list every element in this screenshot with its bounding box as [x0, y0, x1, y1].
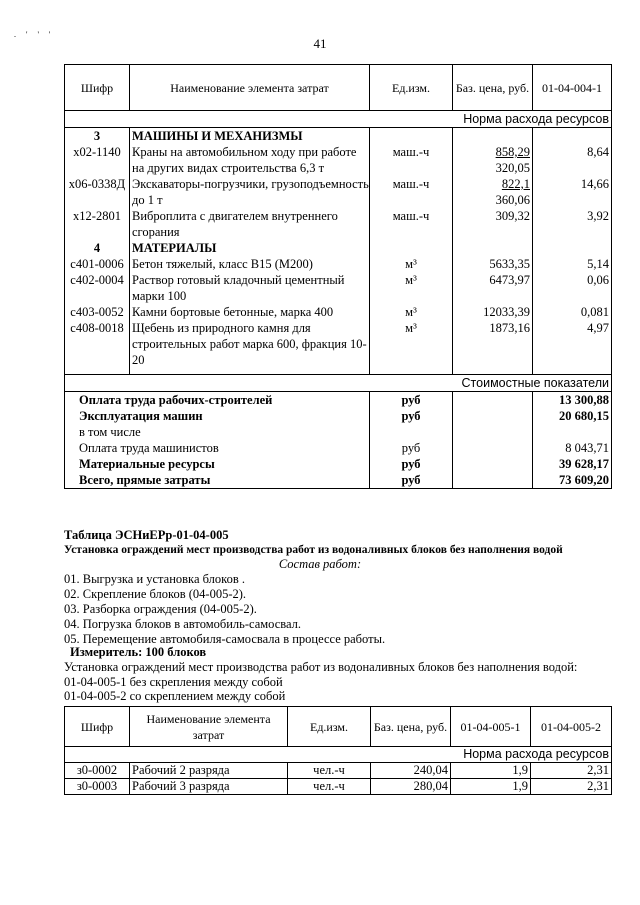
total-name: в том числе — [65, 424, 370, 440]
resource-code: х02-1140 — [65, 144, 130, 176]
resource-unit: маш.-ч — [370, 208, 453, 240]
resource-unit: м³ — [370, 256, 453, 272]
total-unit: руб — [370, 456, 453, 472]
table-row — [65, 176, 612, 208]
empty-cell — [533, 128, 612, 145]
table-header-row — [65, 65, 612, 111]
price-primary: 6473,97 — [489, 273, 530, 287]
resource-table-004 — [64, 64, 612, 489]
total-unit: руб — [370, 472, 453, 489]
work-step: 04. Погрузка блоков в автомобиль-самосвал. — [64, 617, 302, 631]
header-unit: Ед.изм. — [370, 65, 453, 111]
header-price: Баз. цена, руб. — [371, 707, 451, 747]
empty-cell — [453, 456, 533, 472]
resource-norm: 0,081 — [533, 304, 612, 320]
section-header-row — [65, 128, 612, 145]
empty-cell — [453, 472, 533, 489]
resource-price — [453, 176, 533, 208]
resource-code: х12-2801 — [65, 208, 130, 240]
resource-unit: маш.-ч — [370, 144, 453, 176]
table-row — [65, 763, 612, 779]
total-name: Оплата труда рабочих-строителей — [65, 391, 370, 408]
work-step: 05. Перемещение автомобиля-самосвала в процессе работы. — [64, 632, 386, 646]
header-norm-code: 01-04-004-1 — [533, 65, 612, 111]
table-subtitle: Установка ограждений мест производства работ из водоналивных блоков без наполнения водой — [64, 544, 563, 556]
resource-code: х06-0338Д — [65, 176, 130, 208]
section-number: 4 — [65, 240, 130, 256]
resource-name: Бетон тяжелый, класс В15 (М200) — [130, 256, 370, 272]
table-row — [65, 320, 612, 368]
total-name: Оплата труда машинистов — [65, 440, 370, 456]
measure-unit: Измеритель: 100 блоков — [70, 645, 207, 659]
resource-price — [453, 320, 533, 368]
scan-marks: . ' ' ' — [14, 30, 55, 39]
resource-norm-2: 2,31 — [531, 779, 612, 795]
price-primary: 858,29 — [495, 145, 530, 159]
table-row — [65, 256, 612, 272]
empty-cell — [453, 408, 533, 424]
price-secondary: 360,06 — [495, 193, 530, 207]
table-row — [65, 208, 612, 240]
total-value: 39 628,17 — [533, 456, 612, 472]
price-primary: 822,1 — [501, 177, 530, 191]
work-step: 01. Выгрузка и установка блоков . — [64, 572, 245, 586]
total-value: 13 300,88 — [533, 391, 612, 408]
resource-norm-1: 1,9 — [451, 763, 531, 779]
empty-cell — [453, 424, 533, 440]
work-step: 03. Разборка ограждения (04-005-2). — [64, 602, 257, 616]
resource-price — [453, 272, 533, 304]
variant-2: 01-04-005-2 со скреплением между собой — [64, 689, 286, 703]
empty-cell — [533, 240, 612, 256]
resource-norm: 4,97 — [533, 320, 612, 368]
resource-name: Краны на автомобильном ходу при работе на других видах строительства 6,3 т — [130, 144, 370, 176]
variant-1: 01-04-005-1 без скрепления между собой — [64, 675, 283, 689]
resource-norm: 0,06 — [533, 272, 612, 304]
header-norm-code-1: 01-04-005-1 — [451, 707, 531, 747]
resource-code: с403-0052 — [65, 304, 130, 320]
resource-name: Экскаваторы-погрузчики, грузоподъемность до 1 т — [130, 176, 370, 208]
header-unit: Ед.изм. — [288, 707, 371, 747]
total-unit: руб — [370, 440, 453, 456]
header-norm-code-2: 01-04-005-2 — [531, 707, 612, 747]
resource-code: с408-0018 — [65, 320, 130, 368]
resource-name: Виброплита с двигателем внутреннего сгорания — [130, 208, 370, 240]
price-primary: 309,32 — [495, 209, 530, 223]
cost-label: Стоимостные показатели — [65, 374, 612, 391]
resource-code: с401-0006 — [65, 256, 130, 272]
total-row — [65, 408, 612, 424]
empty-cell — [370, 240, 453, 256]
resource-name: Щебень из природного камня для строительных работ марка 600, фракция 10-20 — [130, 320, 370, 368]
header-price: Баз. цена, руб. — [453, 65, 533, 111]
total-unit — [370, 424, 453, 440]
total-row — [65, 472, 612, 489]
resource-norm-2: 2,31 — [531, 763, 612, 779]
resource-code: з0-0002 — [65, 763, 130, 779]
header-code: Шифр — [65, 707, 130, 747]
total-value: 8 043,71 — [533, 440, 612, 456]
total-row — [65, 424, 612, 440]
norm-label: Норма расхода ресурсов — [65, 747, 612, 763]
page-number: 41 — [313, 36, 327, 51]
resource-name: Рабочий 3 разряда — [130, 779, 288, 795]
total-unit: руб — [370, 391, 453, 408]
resource-price — [453, 256, 533, 272]
section-title: МАТЕРИАЛЫ — [130, 240, 370, 256]
resource-price — [453, 144, 533, 176]
composition-title: Состав работ: — [278, 557, 362, 571]
resource-price: 280,04 — [371, 779, 451, 795]
resource-unit: чел.-ч — [288, 763, 371, 779]
resource-name: Камни бортовые бетонные, марка 400 — [130, 304, 370, 320]
resource-norm: 5,14 — [533, 256, 612, 272]
empty-cell — [453, 391, 533, 408]
total-name: Всего, прямые затраты — [65, 472, 370, 489]
price-primary: 5633,35 — [489, 257, 530, 271]
variants-description: Установка ограждений мест производства работ из водоналивных блоков без наполнения водой: — [64, 660, 578, 674]
table-row — [65, 304, 612, 320]
table-row — [65, 272, 612, 304]
total-value: 73 609,20 — [533, 472, 612, 489]
table-row — [65, 779, 612, 795]
header-code: Шифр — [65, 65, 130, 111]
cost-label-row — [65, 374, 612, 391]
resource-code: з0-0003 — [65, 779, 130, 795]
total-row — [65, 391, 612, 408]
total-name: Материальные ресурсы — [65, 456, 370, 472]
resource-name: Рабочий 2 разряда — [130, 763, 288, 779]
section-number: 3 — [65, 128, 130, 145]
work-step: 02. Скрепление блоков (04-005-2). — [64, 587, 247, 601]
header-name: Наименование элемента затрат — [130, 707, 288, 747]
resource-table-005 — [64, 706, 612, 795]
resource-code: с402-0004 — [65, 272, 130, 304]
section-header-row — [65, 240, 612, 256]
total-row — [65, 456, 612, 472]
table-header-row — [65, 707, 612, 747]
price-secondary: 320,05 — [495, 161, 530, 175]
resource-price: 240,04 — [371, 763, 451, 779]
norm-label-row — [65, 747, 612, 763]
price-primary: 1873,16 — [489, 321, 530, 335]
empty-cell — [370, 128, 453, 145]
resource-price — [453, 304, 533, 320]
resource-unit: маш.-ч — [370, 176, 453, 208]
total-value — [533, 424, 612, 440]
empty-cell — [453, 240, 533, 256]
resource-norm-1: 1,9 — [451, 779, 531, 795]
price-primary: 12033,39 — [483, 305, 530, 319]
total-value: 20 680,15 — [533, 408, 612, 424]
total-row — [65, 440, 612, 456]
resource-unit: м³ — [370, 304, 453, 320]
norm-label-row — [65, 111, 612, 128]
empty-cell — [453, 128, 533, 145]
section-title: МАШИНЫ И МЕХАНИЗМЫ — [130, 128, 370, 145]
header-name: Наименование элемента затрат — [130, 65, 370, 111]
total-name: Эксплуатация машин — [65, 408, 370, 424]
norm-label: Норма расхода ресурсов — [65, 111, 612, 128]
table-row — [65, 144, 612, 176]
resource-name: Раствор готовый кладочный цементный марки 100 — [130, 272, 370, 304]
work-steps — [64, 572, 385, 647]
resource-unit: м³ — [370, 272, 453, 304]
resource-unit: м³ — [370, 320, 453, 368]
total-unit: руб — [370, 408, 453, 424]
resource-price — [453, 208, 533, 240]
resource-norm: 3,92 — [533, 208, 612, 240]
resource-unit: чел.-ч — [288, 779, 371, 795]
table-title: Таблица ЭСНиЕРр-01-04-005 — [64, 528, 229, 542]
resource-norm: 14,66 — [533, 176, 612, 208]
empty-cell — [453, 440, 533, 456]
resource-norm: 8,64 — [533, 144, 612, 176]
